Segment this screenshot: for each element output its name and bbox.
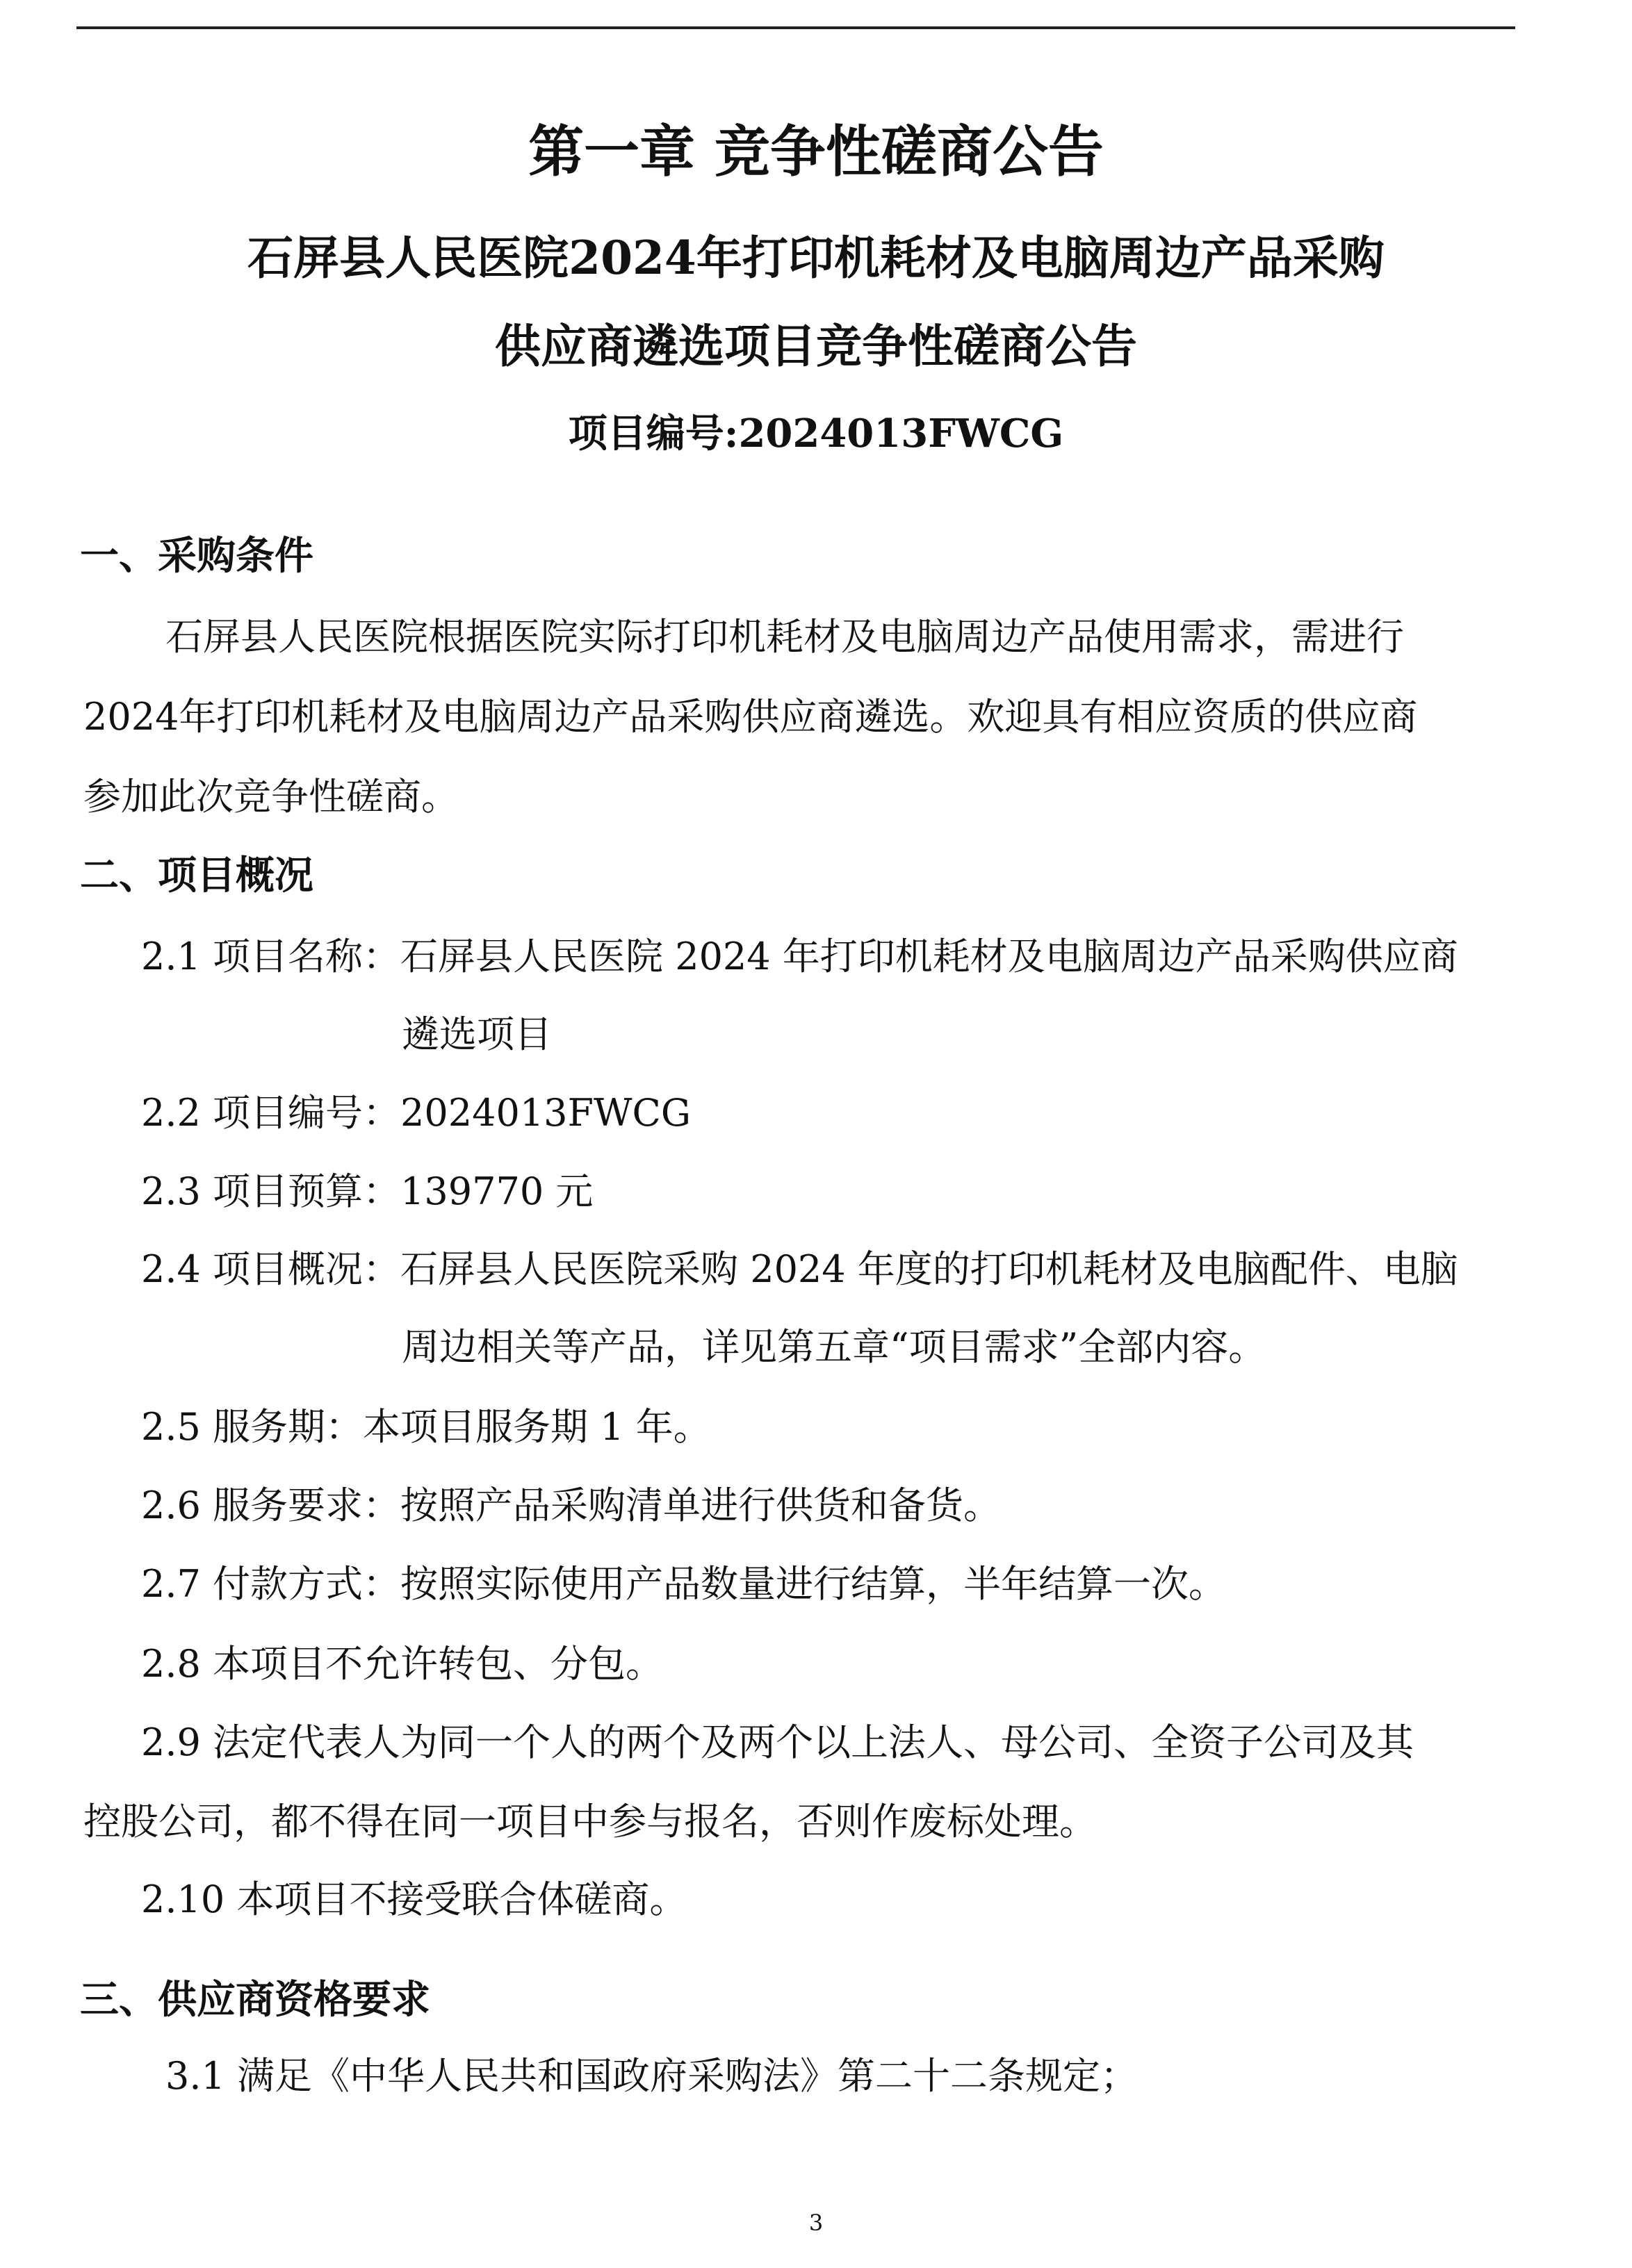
project-number-line: 项目编号:2024013FWCG xyxy=(568,411,1064,457)
item-2-10: 2.10 本项目不接受联合体磋商。 xyxy=(141,1877,687,1921)
item-2-2: 2.2 项目编号：2024013FWCG xyxy=(141,1091,691,1135)
section-1-line-3: 参加此次竞争性磋商。 xyxy=(83,775,459,819)
item-2-3: 2.3 项目预算：139770 元 xyxy=(141,1169,594,1213)
item-2-4-line-2: 周边相关等产品，详见第五章“项目需求”全部内容。 xyxy=(402,1325,1266,1369)
item-3-1: 3.1 满足《中华人民共和国政府采购法》第二十二条规定； xyxy=(165,2054,1139,2098)
item-2-1-line-1: 2.1 项目名称：石屏县人民医院 2024 年打印机耗材及电脑周边产品采购供应商 xyxy=(141,935,1458,978)
notice-title-line-1: 石屏县人民医院2024年打印机耗材及电脑周边产品采购 xyxy=(247,231,1385,285)
item-2-1-line-2: 遴选项目 xyxy=(402,1012,552,1056)
notice-title-line-2: 供应商遴选项目竞争性磋商公告 xyxy=(495,319,1137,373)
page-number: 3 xyxy=(808,2210,824,2236)
section-1-heading: 一、采购条件 xyxy=(80,533,313,579)
section-2-heading: 二、项目概况 xyxy=(80,853,313,898)
section-1-line-2: 2024年打印机耗材及电脑周边产品采购供应商遴选。欢迎具有相应资质的供应商 xyxy=(83,695,1418,739)
item-2-4-line-1: 2.4 项目概况：石屏县人民医院采购 2024 年度的打印机耗材及电脑配件、电脑 xyxy=(141,1247,1458,1291)
section-1-line-1: 石屏县人民医院根据医院实际打印机耗材及电脑周边产品使用需求，需进行 xyxy=(165,615,1404,659)
item-2-5: 2.5 服务期：本项目服务期 1 年。 xyxy=(141,1405,711,1449)
chapter-title: 第一章 竞争性磋商公告 xyxy=(528,119,1104,184)
item-2-8: 2.8 本项目不允许转包、分包。 xyxy=(141,1642,664,1686)
item-2-7: 2.7 付款方式：按照实际使用产品数量进行结算，半年结算一次。 xyxy=(141,1562,1227,1606)
top-rule xyxy=(76,26,1515,29)
item-2-9-line-1: 2.9 法定代表人为同一个人的两个及两个以上法人、母公司、全资子公司及其 xyxy=(141,1720,1414,1764)
item-2-6: 2.6 服务要求：按照产品采购清单进行供货和备货。 xyxy=(141,1484,1002,1527)
item-2-9-line-2: 控股公司，都不得在同一项目中参与报名，否则作废标处理。 xyxy=(83,1800,1097,1843)
section-3-heading: 三、供应商资格要求 xyxy=(80,1977,430,2023)
